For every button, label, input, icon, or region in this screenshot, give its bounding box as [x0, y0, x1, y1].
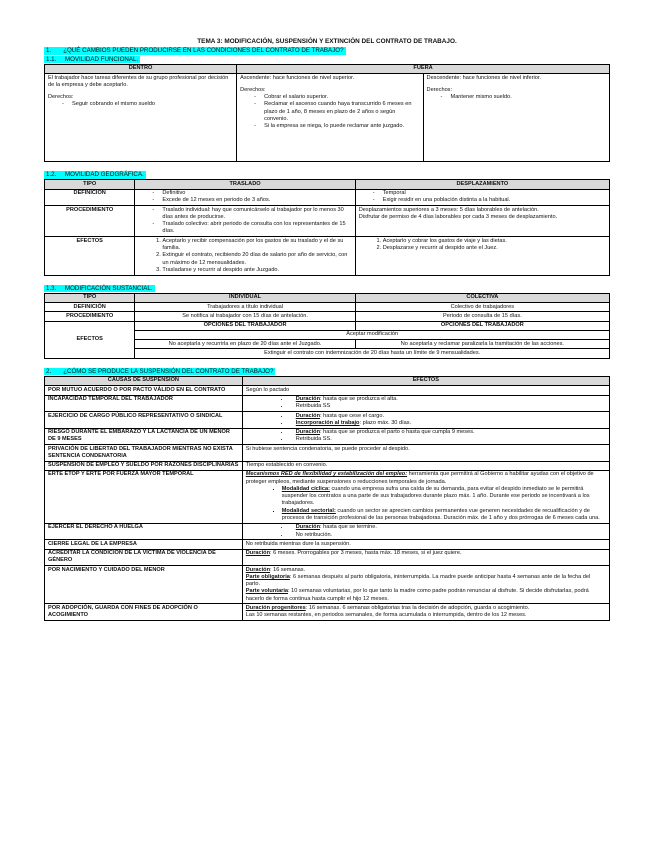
header-colectiva: COLECTIVA [355, 293, 609, 302]
cell-def-traslado: - Definitivo - Excede de 12 meses en periodo de 3 años. [135, 189, 355, 206]
efecto-privacion-libertad: Si hubiese sentencia condenatoria, se puede proceder al despido. [242, 445, 609, 462]
section-1-3-heading [44, 285, 610, 293]
suspension-table [44, 376, 610, 621]
efecto-adopcion: Duración progenitores: 16 semanas. 6 semanas obligatorias tras la decisión de adopción, guarda o acogimiento. Las 10 semanas restantes, en periodos semanales, de forma acumulada o interrumpida, dentro de los 12 meses. [242, 604, 609, 621]
causa-huelga: EJERCER EL DERECHO A HUELGA [45, 523, 243, 540]
efecto-nacimiento: Duración: 16 semanas. Parte obligatoria: 6 semanas después al parto obligatoria, ininterrumpida. La madre puede anticipar hasta 4 semanas ante de la fecha del parto. Parte voluntaria: 10 semanas voluntarias, por lo que tanto la madre como padre podrán renunciar al disfrute. Si decide disfrutarlas, podrá hacerlo de forma continua hasta cumplir el hijo 12 meses. [242, 566, 609, 604]
cell-no-aceptar-individual: No aceptarla y recurrirla en plazo de 20 días ante el Juzgado. [135, 340, 355, 349]
cell-descendente: Descendente: hace funciones de nivel inferior. Derechos: - Mantener mismo sueldo. [423, 74, 609, 162]
cell-no-aceptar-colectiva: No aceptarla y reclamar paralizarla la tramitación de las acciones. [355, 340, 609, 349]
section-2-label: 2. ¿CÓMO SE PRODUCE LA SUSPENSIÓN DEL CONTRATO DE TRABAJO? [46, 367, 274, 375]
efecto-mutuo-acuerdo: Según lo pactado [242, 386, 609, 395]
header-traslado: TRASLADO [135, 180, 355, 189]
causa-adopcion: POR ADOPCIÓN, GUARDA CON FINES DE ADOPCIÓN O ACOGIMIENTO [45, 604, 243, 621]
cell-dentro: El trabajador hace tareas diferentes de su grupo profesional por decisión de la empresa y debe aceptarlo. Derechos: - Seguir cobrando el mismo sueldo [45, 74, 237, 162]
document [44, 38, 610, 621]
document-title: TEMA 3: MODIFICACIÓN, SUSPENSIÓN Y EXTINCIÓN DEL CONTRATO DE TRABAJO. [197, 38, 457, 45]
cell-proc-desplazamiento: Desplazamientos superiores a 3 meses: 5 días laborables de antelación. Disfrutar de permiso de 4 días laborables por cada 3 meses de desplazamiento. [355, 206, 609, 237]
efecto-erte: Mecanismos RED de flexibilidad y estabilización del empleo: herramienta que permitirá al Gobierno a habilitar ayudas con el objetivo de proteger empleos, mediante suspensiones o reducciones temporales de jornada. ▪ Modalidad cíclica: cuando una empresa sufra una caída de su demanda, para evitar el despido inmediato se le permitirá suspender los contratos a una parte de sus trabajadores durante plazo máx. 1 año. Durante ese periodo se incentivará a los trabajadores. ▪ Modalidad sectorial: cuando un sector se aprecien cambios permanentes vue generen necesidades de recualificación y de procesos de transición profesional de las personas trabajadoras. Duración máx. de 1 año y dos prórrogas de 6 meses cada una. [242, 470, 609, 523]
section-1-1-label: 1.1. MOVILIDAD FUNCIONAL. [46, 55, 139, 63]
section-1-3-label: 1.3. MODIFICACIÓN SUSTANCIAL. [46, 284, 153, 292]
cell-aceptar-modificacion: Aceptar modificación [135, 330, 610, 339]
cell-proc-traslado: - Traslado individual: hay que comunicárselo al trabajador por lo menos 30 días antes de producirse. - Traslado colectivo: abrir periodo de consulta con los representantes de 15 días. [135, 206, 355, 237]
row-label-efectos: EFECTOS [45, 237, 135, 275]
efecto-cargo-publico: • Duración: hasta que cese el cargo. • Incorporación al trabajo: plazo máx. 30 días. [242, 412, 609, 429]
causa-incapacidad-temporal: INCAPACIDAD TEMPORAL DEL TRABAJADOR [45, 395, 243, 412]
cell-proc-individual: Se notifica al trabajador con 15 días de antelación. [135, 312, 355, 321]
modificacion-sustancial-table [44, 293, 610, 359]
section-1-1-heading [44, 56, 610, 64]
header-efectos: EFECTOS [242, 376, 609, 385]
causa-mutuo-acuerdo: POR MUTUO ACUERDO O POR PACTO VÁLIDO EN EL CONTRATO [45, 386, 243, 395]
cell-proc-colectiva: Periodo de consulta de 15 días. [355, 312, 609, 321]
causa-cargo-publico: EJERCICIO DE CARGO PÚBLICO REPRESENTATIVO O SINDICAL [45, 412, 243, 429]
header-tipo-2: TIPO [45, 293, 135, 302]
causa-privacion-libertad: PRIVACIÓN DE LIBERTAD DEL TRABAJADOR MIENTRAS NO EXISTA SENTENCIA CONDENATORIA [45, 445, 243, 462]
header-desplazamiento: DESPLAZAMIENTO [355, 180, 609, 189]
header-tipo: TIPO [45, 180, 135, 189]
cell-ascendente: Ascendente: hace funciones de nivel superior. Derechos: - Cobrar el salario superior. - Reclamar el ascenso cuando haya transcurrido 6 meses en plazo de 1 año, 8 meses en plazo de 2 años o según convenio. - Si la empresa se niega, lo puede reclamar ante juzgado. [237, 74, 423, 162]
movilidad-geografica-table [44, 179, 610, 275]
efecto-suspension-empleo: Tiempo establecido en convenio. [242, 461, 609, 470]
row-label-definicion-2: DEFINICIÓN [45, 303, 135, 312]
section-1-heading [44, 47, 610, 55]
opciones-colectiva: OPCIONES DEL TRABAJADOR [355, 321, 609, 330]
movilidad-funcional-table [44, 64, 610, 162]
section-2-heading [44, 368, 610, 376]
cell-efe-desplazamiento: 1. Aceptarlo y cobrar los gastos de viaje y las dietas. 2. Desplazarse y recurrir al despido ante el Juez. [355, 237, 609, 275]
cell-def-desplazamiento: - Temporal - Exigir residir en una población distinta a la habitual. [355, 189, 609, 206]
causa-nacimiento: POR NACIMIENTO Y CUIDADO DEL MENOR [45, 566, 243, 604]
section-1-label: 1. ¿QUÉ CAMBIOS PUEDEN PRODUCIRSE EN LAS CONDICIONES DEL CONTRATO DE TRABAJO? [46, 47, 344, 55]
causa-erte: ERTE ETOP Y ERTE POR FUERZA MAYOR TEMPORAL [45, 470, 243, 523]
row-label-procedimiento: PROCEDIMIENTO [45, 206, 135, 237]
row-label-definicion: DEFINICIÓN [45, 189, 135, 206]
cell-def-individual: Trabajadores a título individual [135, 303, 355, 312]
causa-violencia-genero: ACREDITAR LA CONDICIÓN DE LA VÍCTIMA DE VIOLENCIA DE GÉNERO [45, 549, 243, 566]
efecto-riesgo-embarazo: • Duración: hasta que se produzca el parto o hasta que cumpla 9 meses. • Retribuida SS. [242, 428, 609, 445]
header-causas: CAUSAS DE SUSPENSIÓN [45, 376, 243, 385]
efecto-huelga: • Duración: hasta que se termine. • No retribución. [242, 523, 609, 540]
causa-suspension-empleo: SUSPENSIÓN DE EMPLEO Y SUELDO POR RAZONES DISCIPLINARIAS [45, 461, 243, 470]
row-label-procedimiento-2: PROCEDIMIENTO [45, 312, 135, 321]
row-label-efectos-2: EFECTOS [45, 321, 135, 358]
opciones-individual: OPCIONES DEL TRABAJADOR [135, 321, 355, 330]
cell-efe-traslado: 1. Aceptarlo y recibir compensación por los gastos de su traslado y el de su familia. 2. Extinguir el contrato, recibiendo 20 días de salario por año de servicio, con un máximo de 12 mensualidades. 3. Trasladarse y recurrir al despido ante Juzgado. [135, 237, 355, 275]
header-fuera: FUERA [237, 64, 610, 73]
efecto-violencia-genero: Duración: 6 meses. Prorrogables por 3 meses, hasta máx. 18 meses, si el juez quiere. [242, 549, 609, 566]
efecto-incapacidad-temporal: • Duración: hasta que se produzca el alta. • Retribuida SS [242, 395, 609, 412]
causa-riesgo-embarazo: RIESGO DURANTE EL EMBARAZO Y LA LACTANCIA DE UN MENOR DE 9 MESES [45, 428, 243, 445]
cell-def-colectiva: Colectivo de trabajadores [355, 303, 609, 312]
section-1-2-heading [44, 171, 610, 179]
cell-extinguir-contrato: Extinguir el contrato con indemnización de 20 días hasta un límite de 9 mensualidades. [135, 349, 610, 358]
header-dentro: DENTRO [45, 64, 237, 73]
efecto-cierre-legal: No retribuida mientras dure la suspensión. [242, 540, 609, 549]
section-1-2-label: 1.2. MOVILIDAD GEOGRÁFICA. [46, 171, 144, 179]
header-individual: INDIVIDUAL [135, 293, 355, 302]
causa-cierre-legal: CIERRE LEGAL DE LA EMPRESA [45, 540, 243, 549]
